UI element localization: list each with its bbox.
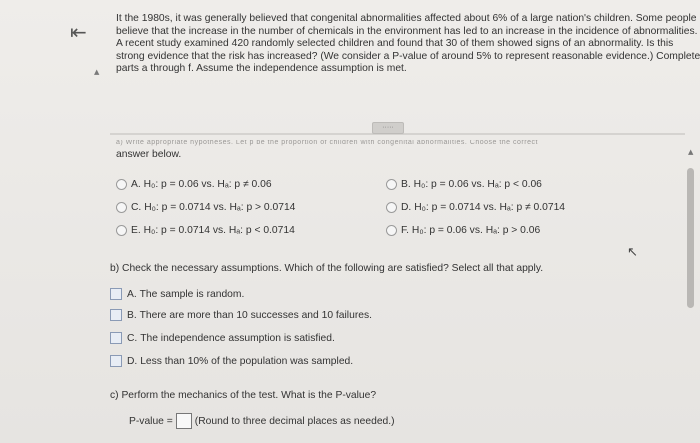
collapse-arrow-icon[interactable]: ▲ (94, 68, 100, 76)
part-b-prompt: b) Check the necessary assumptions. Which of the following are satisfied? Select all that apply. (110, 263, 544, 274)
question-paragraph: It the 1980s, it was generally believed that congenital abnormalities affected about 6% of a large nation's children. Some people believe that the increase in the number of chemicals in the environment has led to an increase in the incidence of abnormalities. A recent study examined 420 randomly selected children and found that 30 of them showed signs of an abnormality. Is this strong evidence that the risk has increased? (We consider a P-value of around 5% to represent reasonable evidence.) Complete parts a through f. Assume the independence assumption is met. (116, 13, 700, 75)
radio-button[interactable] (386, 202, 397, 213)
radio-button[interactable] (386, 225, 397, 236)
option-letter: A. (131, 179, 141, 190)
answer-below-text: answer below. (116, 149, 182, 160)
option-letter: D. (401, 202, 412, 213)
option-letter: B. (401, 179, 411, 190)
option-text: There are more than 10 successes and 10 failures. (139, 309, 372, 321)
option-e-radio-row[interactable] (116, 225, 295, 236)
checkbox-a-row[interactable] (110, 288, 244, 300)
option-letter: C. (127, 332, 138, 344)
radio-button[interactable] (116, 179, 127, 190)
checkbox[interactable] (110, 309, 122, 321)
option-text: H₀: p = 0.0714 vs. Hₐ: p < 0.0714 (143, 225, 295, 236)
option-text: H₀: p = 0.06 vs. Hₐ: p ≠ 0.06 (143, 179, 272, 190)
option-text: Less than 10% of the population was sampled. (140, 355, 354, 367)
pvalue-label: P-value = (129, 415, 173, 427)
option-letter: C. (131, 202, 142, 213)
scroll-up-icon[interactable]: ▲ (688, 148, 694, 156)
scrollbar-thumb[interactable] (687, 168, 694, 308)
option-letter: A. (127, 288, 137, 300)
back-arrow-icon[interactable]: ⇤ (70, 20, 87, 44)
radio-button[interactable] (116, 202, 127, 213)
option-letter: B. (127, 309, 137, 321)
option-text: The sample is random. (139, 288, 245, 300)
option-f-radio-row[interactable] (386, 225, 540, 236)
checkbox-d-row[interactable] (110, 355, 353, 367)
question-text (116, 13, 700, 76)
checkbox[interactable] (110, 355, 122, 367)
option-d-radio-row[interactable] (386, 202, 565, 213)
option-text: H₀: p = 0.0714 vs. Hₐ: p > 0.0714 (144, 202, 296, 213)
pvalue-input[interactable] (176, 413, 192, 429)
option-a-radio-row[interactable] (116, 179, 272, 190)
mouse-cursor-icon: ↖ (627, 245, 638, 260)
radio-button[interactable] (386, 179, 397, 190)
option-letter: E. (131, 225, 141, 236)
radio-button[interactable] (116, 225, 127, 236)
partially-hidden-text: a) Write appropriate hypotheses. Let p be the proportion of children with congenital abnormalities. Choose the correct (116, 140, 538, 146)
checkbox-b-row[interactable] (110, 309, 372, 321)
option-text: H₀: p = 0.0714 vs. Hₐ: p ≠ 0.0714 (414, 202, 566, 213)
option-letter: F. (401, 225, 410, 236)
option-c-radio-row[interactable] (116, 202, 295, 213)
option-text: H₀: p = 0.06 vs. Hₐ: p < 0.06 (413, 179, 542, 190)
pvalue-row (129, 413, 395, 429)
option-b-radio-row[interactable] (386, 179, 542, 190)
part-c-prompt: c) Perform the mechanics of the test. What is the P-value? (110, 390, 377, 401)
option-text: H₀: p = 0.06 vs. Hₐ: p > 0.06 (411, 225, 541, 236)
rounding-hint: (Round to three decimal places as needed.) (194, 415, 395, 427)
checkbox-c-row[interactable] (110, 332, 335, 344)
checkbox[interactable] (110, 288, 122, 300)
option-text: The independence assumption is satisfied. (140, 332, 335, 344)
expand-more-button[interactable]: ····· (372, 122, 404, 134)
checkbox[interactable] (110, 332, 122, 344)
option-letter: D. (127, 355, 138, 367)
